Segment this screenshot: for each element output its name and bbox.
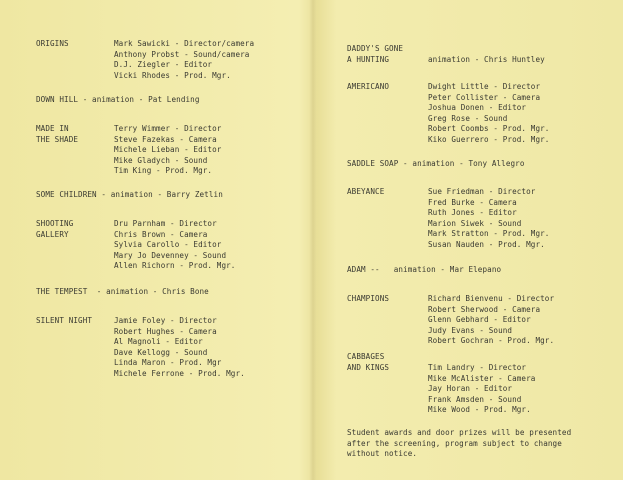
credit-line: Dwight Little - Director: [428, 82, 541, 91]
credit-line: Jay Horan - Editor: [428, 384, 513, 393]
credit-line: Mike McAlister - Camera: [428, 373, 536, 383]
credit-line: Mike Wood - Prod. Mgr.: [428, 405, 531, 414]
credit-line: Frank Amsden - Sound: [428, 394, 522, 404]
credit-line: Dave Kellogg - Sound: [114, 347, 208, 357]
credit-line: Mark Sawicki - Director/camera: [114, 39, 255, 48]
credits-list: [428, 363, 535, 416]
film-title: DADDY'S GONE A HUNTING: [347, 44, 404, 64]
credit-line: Fred Burke - Camera: [428, 197, 517, 207]
credit-line: Kiko Guerrero - Prod. Mgr.: [428, 134, 550, 144]
credit-line: Student awards and door prizes will be presented: [347, 428, 572, 437]
credit-line: Greg Rose - Sound: [428, 113, 508, 123]
film-title: ORIGINS: [36, 39, 69, 48]
credit-line: Michele Ferrone - Prod. Mgr.: [114, 368, 245, 378]
credit-line: Glenn Gebhard - Editor: [428, 315, 531, 324]
film-title: AMERICANO: [347, 82, 390, 91]
film-title: SHOOTING GALLERY: [36, 219, 74, 239]
credits-list: [114, 219, 235, 272]
credit-line: Robert Hughes - Camera: [114, 326, 217, 336]
credit-line: Sue Friedman - Director: [428, 187, 536, 196]
entry-down-hill: DOWN HILL - animation - Pat Lending: [36, 95, 200, 104]
page-fold: [309, 0, 317, 480]
credit-line: without notice.: [347, 449, 418, 458]
film-title: ABEYANCE: [347, 187, 385, 196]
credit-line: Mike Gladych - Sound: [114, 155, 208, 165]
credit-line: Robert Sherwood - Camera: [428, 304, 541, 314]
film-title: SILENT NIGHT: [36, 316, 93, 325]
credit-line: after the screening, program subject to change: [347, 438, 562, 448]
credit-line: Michele Lieban - Editor: [114, 145, 222, 154]
credit-line: Linda Maron - Prod. Mgr: [114, 358, 222, 367]
credits-list: [114, 316, 245, 379]
credit-line: D.J. Ziegler - Editor: [114, 60, 213, 69]
credit-line: Chris Brown - Camera: [114, 229, 208, 239]
credit-line: Jamie Foley - Director: [114, 316, 217, 325]
credit-line: Al Magnoli - Editor: [114, 337, 203, 346]
credit-line: Joshua Donen - Editor: [428, 103, 527, 112]
credits-list: [114, 39, 254, 81]
entry-adam: ADAM -- animation - Mar Elepano: [347, 265, 502, 274]
credit-line: Mark Stratton - Prod. Mgr.: [428, 229, 550, 238]
credit-line: Peter Collister - Camera: [428, 92, 541, 102]
credit-line: Tim Landry - Director: [428, 363, 527, 372]
credit-line: Judy Evans - Sound: [428, 325, 513, 335]
credits-list: [428, 187, 549, 250]
entry-saddle-soap: SADDLE SOAP - animation - Tony Allegro: [347, 159, 525, 168]
credit-line: Steve Fazekas - Camera: [114, 134, 217, 144]
credit-line: Anthony Probst - Sound/camera: [114, 49, 250, 59]
film-title: CHAMPIONS: [347, 294, 390, 303]
credit-line: animation - Chris Huntley: [428, 55, 545, 64]
credits-list: [428, 82, 549, 145]
credits-list: [114, 124, 221, 177]
credit-line: Sylvia Carollo - Editor: [114, 240, 222, 249]
film-title: CABBAGES AND KINGS: [347, 352, 390, 372]
entry-the-tempest: THE TEMPEST - animation - Chris Bone: [36, 287, 209, 296]
credit-line: Robert Coombs - Prod. Mgr.: [428, 124, 550, 133]
credit-line: Marion Siwek - Sound: [428, 218, 522, 228]
credit-line: Robert Gochran - Prod. Mgr.: [428, 336, 555, 345]
film-title: MADE IN THE SHADE: [36, 124, 79, 144]
credit-line: Vicki Rhodes - Prod. Mgr.: [114, 70, 231, 80]
credit-line: Richard Bienvenu - Director: [428, 294, 555, 303]
credit-line: Tim King - Prod. Mgr.: [114, 166, 213, 175]
credit-line: Terry Wimmer - Director: [114, 124, 222, 133]
credit-line: Dru Parnham - Director: [114, 219, 217, 228]
credit-line: Allen Richorn - Prod. Mgr.: [114, 261, 236, 270]
credits-list: [428, 55, 545, 66]
program-note: [347, 428, 607, 460]
credit-line: Ruth Jones - Editor: [428, 208, 517, 217]
credit-line: Mary Jo Devenney - Sound: [114, 250, 227, 260]
entry-some-children: SOME CHILDREN - animation - Barry Zetlin: [36, 190, 223, 199]
credit-line: Susan Nauden - Prod. Mgr.: [428, 239, 545, 249]
credits-list: [428, 294, 554, 347]
